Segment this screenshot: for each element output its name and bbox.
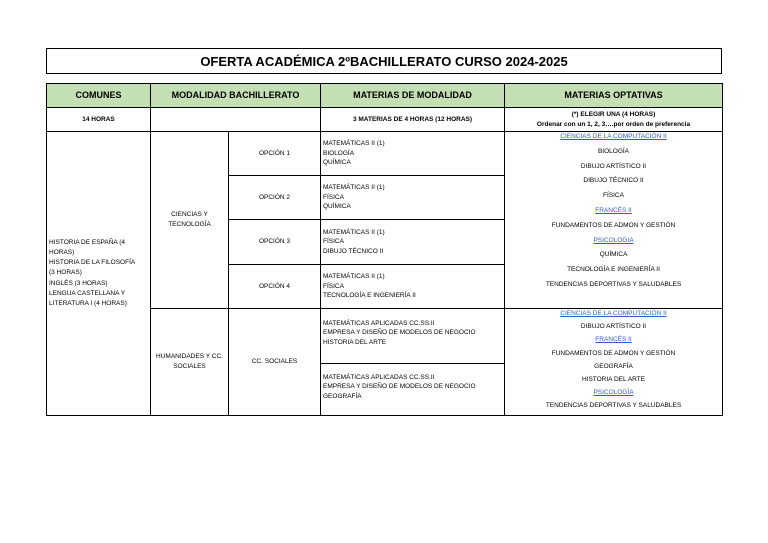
optativas-sociales-list: [505, 311, 722, 417]
materias-opcion-2: [320, 175, 505, 220]
optativas-sociales: [504, 308, 723, 416]
modalidad-hours-empty: [150, 107, 321, 132]
comunes-subject-line: HISTORIA DE LA FILOSOFÍA: [49, 259, 136, 267]
optativas-instruction-1: (*) ELEGIR UNA (4 HORAS): [571, 111, 656, 119]
modalidad-sociales: [150, 308, 229, 416]
opcion-1-label: OPCIÓN 1: [258, 149, 291, 157]
materias-hours-text: 3 MATERIAS DE 4 HORAS (12 HORAS): [352, 115, 473, 123]
materias-sociales-2: [320, 363, 505, 416]
modalidad-sociales-line2: SOCIALES: [173, 363, 206, 370]
comunes-hours-text: 14 HORAS: [82, 115, 115, 123]
materia-item: MATEMÁTICAS II (1): [323, 184, 385, 192]
comunes-subject-line: (3 HORAS): [49, 269, 82, 277]
materias-opcion-4: [320, 264, 505, 309]
optativa-item: DIBUJO ARTÍSTICO II: [580, 162, 647, 170]
optativa-item: TENDENCIAS DEPORTIVAS Y SALUDABLES: [545, 402, 682, 410]
optativas-instructions: [504, 107, 723, 132]
header-comunes: COMUNES: [46, 83, 151, 108]
materia-item: QUÍMICA: [323, 159, 351, 167]
materia-item: MATEMÁTICAS APLICADAS CC.SS.II: [323, 320, 435, 327]
materia-item: EMPRESA Y DISEÑO DE MODELOS DE NEGOCIO: [323, 329, 476, 337]
comunes-subjects: [46, 131, 151, 416]
materia-item: TECNOLOGÍA E INGENIERÍA II: [323, 292, 416, 300]
modalidad-ciencias: [150, 131, 229, 309]
materias-sociales-1: [320, 308, 505, 364]
optativa-link[interactable]: CIENCIAS DE LA COMPUTACIÓN II: [560, 133, 667, 140]
header-optativas: MATERIAS OPTATIVAS: [504, 83, 723, 108]
materia-item: FÍSICA: [323, 238, 344, 246]
opcion-3-label: OPCIÓN 3: [258, 238, 291, 246]
optativa-link[interactable]: FRANCÉS II: [595, 336, 632, 344]
comunes-subject-line: LENGUA CASTELLANA Y: [49, 289, 126, 297]
optativa-item: GEOGRAFÍA: [594, 362, 633, 370]
materia-item: DIBUJO TÉCNICO II: [323, 247, 384, 255]
optativa-item: QUÍMICA: [599, 251, 628, 259]
materia-item: MATEMÁTICAS II (1): [323, 273, 385, 281]
materia-item: BIOLOGÍA: [323, 149, 355, 157]
materias-hours: [320, 107, 505, 132]
opcion-2: [228, 175, 321, 220]
opcion-1: [228, 131, 321, 176]
materia-item: FÍSICA: [323, 282, 344, 290]
optativas-instruction-2: Ordenar con un 1, 2, 3….por orden de preferencia: [536, 120, 691, 128]
comunes-subject-line: LITERATURA I (4 HORAS): [49, 299, 127, 307]
materia-item: QUÍMICA: [323, 203, 351, 211]
optativas-ciencias-list: [505, 134, 722, 297]
comunes-subject-line: HISTORIA DE ESPAÑA (4: [49, 239, 125, 247]
optativa-item: TENDENCIAS DEPORTIVAS Y SALUDABLES: [545, 280, 682, 288]
optativa-item: DIBUJO TÉCNICO II: [583, 177, 644, 185]
comunes-subject-line: HORAS): [49, 249, 75, 257]
optativas-ciencias: [504, 131, 723, 309]
optativa-link[interactable]: PSICOLOGÍA: [593, 389, 634, 397]
modalidad-ciencias-line1: CIENCIAS Y: [171, 211, 208, 219]
opcion-sociales-label: CC. SOCIALES: [251, 358, 298, 366]
optativa-item: BIOLOGÍA: [597, 147, 630, 155]
optativa-item: FUNDAMENTOS DE ADMON Y GESTIÓN: [551, 221, 676, 229]
materia-item: HISTORIA DEL ARTE: [323, 338, 387, 346]
optativa-item: FÍSICA: [603, 192, 624, 200]
materia-item: MATEMÁTICAS II (1): [323, 228, 385, 236]
optativa-link[interactable]: FRANCÉS II: [595, 206, 632, 214]
opcion-3: [228, 219, 321, 265]
opcion-2-label: OPCIÓN 2: [258, 193, 291, 201]
page-title: OFERTA ACADÉMICA 2ºBACHILLERATO CURSO 2024-2025: [46, 48, 722, 74]
modalidad-ciencias-line2: TECNOLOGÍA: [168, 221, 211, 228]
optativa-link[interactable]: CIENCIAS DE LA COMPUTACIÓN II: [560, 310, 667, 317]
materia-item: EMPRESA Y DISEÑO DE MODELOS DE NEGOCIO: [323, 383, 476, 391]
materias-opcion-1: [320, 131, 505, 176]
materia-item: GEOGRAFÍA: [323, 392, 362, 400]
opcion-sociales: [228, 308, 321, 416]
optativa-item: FUNDAMENTOS DE ADMON Y GESTIÓN: [551, 349, 676, 357]
optativa-link[interactable]: PSICOLOGIA: [593, 236, 634, 244]
opcion-4: [228, 264, 321, 309]
optativa-item: HISTORIA DEL ARTE: [581, 375, 646, 383]
modalidad-sociales-line1: HUMANIDADES Y CC.: [156, 353, 223, 361]
academic-offer-table: [46, 83, 723, 416]
materia-item: MATEMÁTICAS APLICADAS CC.SS.II: [323, 374, 435, 381]
header-materias-modalidad: MATERIAS DE MODALIDAD: [320, 83, 505, 108]
optativa-item: TECNOLOGÍA E INGENIERÍA II: [567, 266, 660, 274]
materias-opcion-3: [320, 219, 505, 265]
comunes-subject-line: INGLÉS (3 HORAS): [49, 279, 108, 287]
optativa-item: DIBUJO ARTÍSTICO II: [580, 323, 647, 331]
materia-item: MATEMÁTICAS II (1): [323, 140, 385, 148]
opcion-4-label: OPCIÓN 4: [258, 282, 291, 290]
header-modalidad: MODALIDAD BACHILLERATO: [150, 83, 321, 108]
materia-item: FÍSICA: [323, 193, 344, 201]
comunes-hours: [46, 107, 151, 132]
